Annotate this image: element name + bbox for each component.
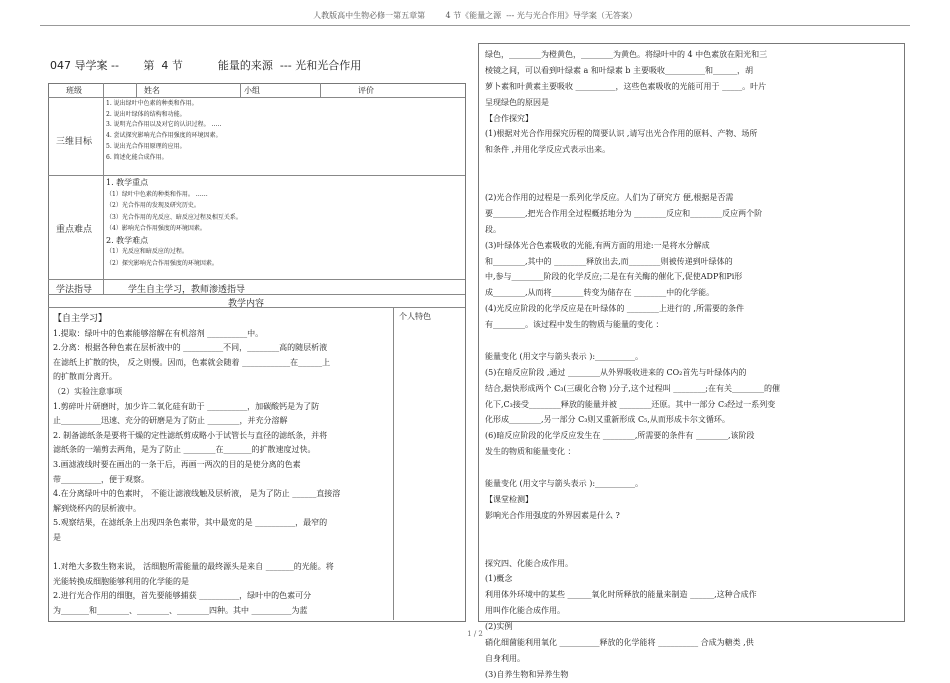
body-line: 探究四、化能合成作用。 [485, 558, 573, 568]
goal-item: 4. 尝试探究影响光合作用强度的环境因素。 [106, 132, 222, 140]
body-line: 呈现绿色的原因是 [485, 97, 549, 107]
body-line: 2.进行光合作用的细胞，首先要能够捕获 __________，绿叶中的色素可分 [53, 591, 312, 601]
goals-label: 三维目标 [56, 137, 93, 147]
page-header: 人教版高中生物必修一第五章第 4 节《能量之源 --- 光与光合作用》导学案（无答案） [313, 11, 637, 20]
body-line: 带__________，便于观察。 [53, 474, 149, 484]
keypoint-item: （3）光合作用的光反应、暗反应过程及相互关系。 [106, 213, 242, 221]
body-line: 段。 [485, 224, 501, 234]
body-line: 能量变化 (用文字与箭头表示 ):__________。 [485, 351, 644, 361]
body-line: 1.提取：绿叶中的色素能够溶解在有机溶剂 __________中。 [53, 328, 264, 338]
table-rule [103, 83, 104, 294]
body-line [485, 333, 780, 349]
body-line: 和条件 ,并用化学反应式表示出来。 [485, 145, 611, 155]
method-text: 学生自主学习，教师渗透指导 [128, 285, 246, 295]
table-rule [136, 83, 137, 97]
body-line: 硝化细菌能利用氧化 __________释放的化学能将 __________ 合成为糖类 ,供 [485, 637, 754, 647]
body-line: (1)根据对光合作用探究历程的简要认识 ,请写出光合作用的原料、产物、场所 [485, 129, 758, 139]
keypoint-heading: 1. 教学重点 [106, 178, 149, 187]
table-rule [48, 175, 465, 176]
goal-item: 1. 说出绿叶中色素的种类和作用。 [106, 100, 198, 107]
class-label: 班级 [66, 86, 82, 95]
body-line: 中,参与________阶段的化学反应;二是在有关酶的催化下,促使ADP和Pi形 [485, 272, 743, 282]
method-label: 学法指导 [56, 285, 93, 295]
right-body [485, 47, 780, 683]
goal-item: 3. 说明光合作用以及对它的认识过程。 ….. [106, 121, 222, 129]
body-line: 3.画滤液线时要在画出的一条干后，再画一两次的目的是使分离的色素 [53, 459, 301, 469]
body-line: 5.观察结果，在滤纸条上出现四条色素带，其中最宽的是 __________，最窄的 [53, 518, 328, 528]
body-line: 2.分离：根据各种色素在层析液中的 __________不同，________高的随层析液 [53, 343, 328, 353]
table-rule [48, 97, 465, 98]
keypoint-item: （1）绿叶中色素的种类和作用。 …… [106, 190, 208, 198]
body-line: 发生的物质和能量变化 ： [485, 447, 576, 457]
keypoint-item: （2）光合作用的发现及研究历史。 [106, 202, 200, 209]
body-line: (2)实例 [485, 622, 513, 632]
body-line: 影响光合作用强度的外界因素是什么 ? [485, 510, 620, 520]
body-line: (5)在暗反应阶段 ,通过 ________从外界吸收进来的 CO₂首先与叶绿体内的 [485, 367, 747, 377]
body-line: 1.剪碎叶片研磨时，加少许二氧化硅有助于 __________，加碳酸钙是为了防 [53, 401, 320, 411]
body-line: 棱镜之间，可以看到叶绿素 a 和叶绿素 b 主要吸收__________和______，胡 [485, 65, 754, 75]
goal-item: 2. 说出叶绿体的结构和功能。 [106, 110, 186, 118]
body-line: 绿色，________为橙黄色，________为黄色。将绿叶中的 4 中色素放在阳光和三 [485, 50, 768, 59]
body-line: (2)光合作用的过程是一系列化学反应。人们为了研究方 便,根据是否需 [485, 193, 734, 203]
body-line: 是 [53, 532, 61, 542]
table-rule [393, 307, 394, 620]
keypoint-item: （1）光反应和暗反应的过程。 [106, 248, 188, 255]
page-number: 1 / 2 [467, 630, 483, 638]
body-line: 有________。该过程中发生的物质与能量的变化 ： [485, 320, 664, 330]
body-line: 能量变化 (用文字与箭头表示 ):__________。 [485, 479, 644, 489]
table-rule [48, 279, 465, 280]
keypoint-item: （2）探究影响光合作用强度的环境因素。 [106, 259, 218, 267]
body-line: 利用体外环境中的某些 ______氧化时所释放的能量来制造 ______,这种合成作 [485, 590, 757, 600]
body-line: 在滤纸上扩散的快， 反之则慢。因而，色素就会随着 ____________在______上 [53, 357, 331, 367]
body-line [485, 540, 780, 556]
body-line: 的扩散而分离开。 [53, 372, 117, 382]
table-rule [48, 294, 465, 295]
section-heading: 【自主学习】 [53, 314, 108, 324]
body-line: (4)光反应阶段的化学反应是在叶绿体的 ________上进行的 ,所需要的条件 [485, 304, 744, 314]
keypoint-heading: 2. 教学难点 [106, 235, 149, 245]
body-line: 化下,C₃接受________释放的能量并被 ________还原。其中一部分 C₃经过一系列变 [485, 399, 776, 409]
body-line [53, 546, 340, 561]
name-label: 姓名 [144, 86, 160, 95]
table-rule [48, 307, 465, 308]
body-line [485, 460, 780, 476]
body-line: (1)概念 [485, 574, 513, 584]
body-line: 成________,从而将________转变为储存在 ________中的化学能。 [485, 288, 715, 298]
body-line: 自身利用。 [485, 653, 525, 663]
body-line: 4.在分离绿叶中的色素时， 不能让滤液线触及层析液， 是为了防止 ______直接溶 [53, 489, 341, 499]
body-line: 萝卜素和叶黄素主要吸收 __________，这些色素吸收的光能可用于 _____。叶片 [485, 81, 767, 91]
goals-list [106, 99, 222, 163]
section-heading: 【课堂检测】 [485, 494, 533, 504]
eval-label: 评价 [358, 86, 374, 95]
left-body [53, 312, 340, 618]
body-line [485, 524, 780, 540]
body-line: (3)叶绿体光合色素吸收的光能,有两方面的用途:一是将水分解成 [485, 240, 710, 250]
body-line: (6)暗反应阶段的化学反应发生在 ________,所需要的条件有 ________,该阶段 [485, 431, 755, 441]
body-line: 和________,其中的 ________释放出去,而________则被传递到叶绿体的 [485, 256, 733, 266]
body-line: (3)自养生物和异养生物 [485, 669, 569, 679]
body-line: 2. 制备滤纸条是要将干燥的定性滤纸剪成略小于试管长与直径的滤纸条，并将 [53, 430, 328, 440]
body-line: 结合,据快形成两个 C₃(三碳化合物 )分子,这个过程叫 ________;在有关________的催 [485, 383, 780, 393]
body-line [485, 158, 780, 174]
body-line: 解到烧杯内的层析液中。 [53, 503, 141, 513]
content-header: 教学内容 [228, 299, 265, 309]
body-line: （2）实验注意事项 [53, 386, 123, 396]
header-divider [40, 25, 910, 26]
keypoints-list [106, 177, 242, 269]
keypoint-item: （4）影响光合作用强度的环境因素。 [106, 225, 206, 232]
page-title: 047 导学案 -- 第 4 节 能量的来源 --- 光和光合作用 [50, 59, 362, 72]
body-line [485, 174, 780, 190]
body-line: 滤纸条的一端剪去两角，是为了防止 ________在_______的扩散速度过快。 [53, 445, 316, 455]
table-rule [240, 83, 241, 97]
goal-item: 6. 简述化能合成作用。 [106, 153, 168, 161]
body-line: 光能转换成细胞能够利用的化学能的是 [53, 576, 189, 586]
body-line: 用叫作化能合成作用。 [485, 606, 565, 616]
body-line: 为_______和________、________、________四种。其中 __________为蓝 [53, 605, 308, 615]
table-rule [320, 83, 321, 97]
group-label: 小组 [244, 86, 260, 95]
body-line: 1.对绝大多数生物来说， 活细胞所需能量的最终源头是来自 _______的光能。将 [53, 562, 334, 572]
goal-item: 5. 说出光合作用原理的应用。 [106, 142, 186, 150]
body-line: 要________,把光合作用全过程概括地分为 ________反应和________反应两个阶 [485, 208, 763, 218]
body-line: 化形成________,另一部分 C₃则又重新形成 C₅,从而形成卡尔文循环。 [485, 415, 730, 425]
body-line: 止__________迅速、充分的研磨是为了防止 ________，并充分溶解 [53, 416, 288, 426]
keypoints-label: 重点难点 [56, 225, 93, 235]
section-heading: 【合作探究】 [485, 113, 533, 123]
personal-label: 个人特色 [399, 312, 431, 321]
